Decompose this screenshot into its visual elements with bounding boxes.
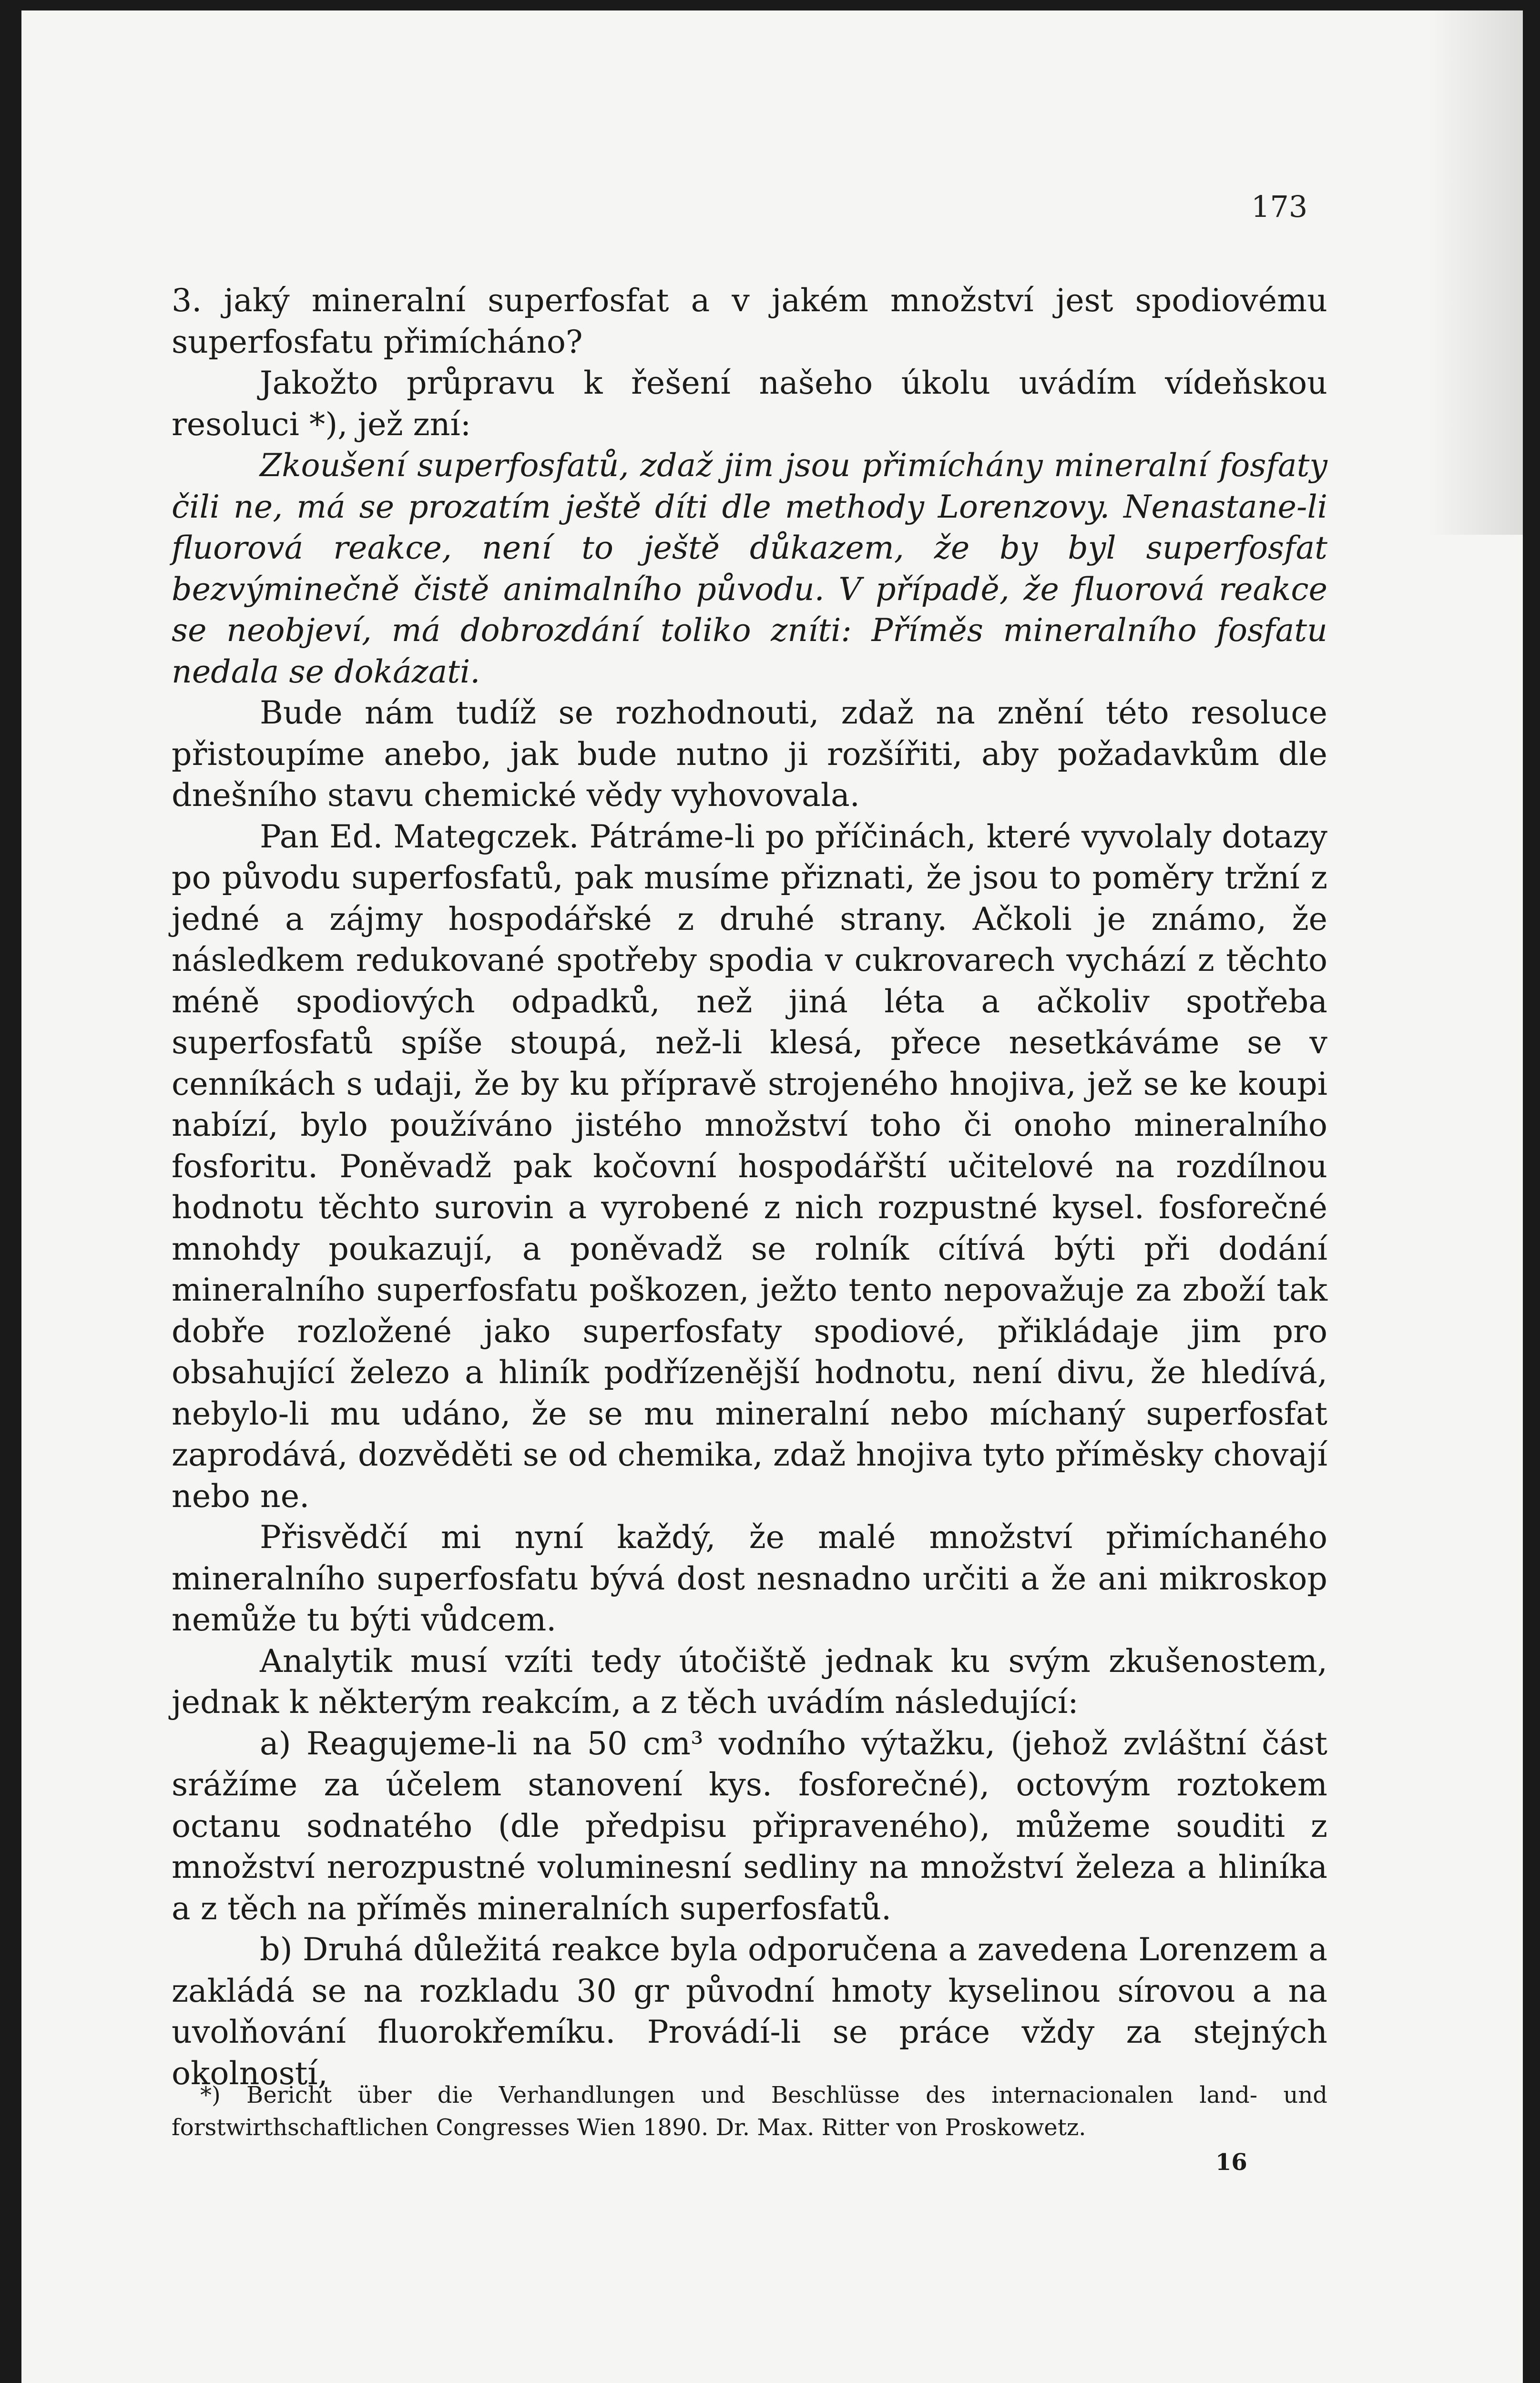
footnote <box>172 2079 1327 2144</box>
paragraph-decision: Bude nám tudíž se rozhodnouti, zdaž na znění této resoluce přistoupíme anebo, jak bude nutno ji rozšířiti, aby požadavkům dle dnešního stavu chemické vědy vyhovovala. <box>172 694 1327 814</box>
paragraph-resolution-quote: Zkoušení superfosfatů, zdaž jim jsou přimíchány mineralní fosfaty čili ne, má se prozatím ještě díti dle methody Lorenzovy. Nenastane-li fluorová reakce, není to ještě důkazem, že by byl superfosfat bezvýminečně čistě animalního původu. V případě, že fluorová reakce se neobjeví, má dobrozdání toliko zníti: Příměs mineralního fosfatu nedala se dokázati. <box>172 447 1327 690</box>
paragraph-analytik: Analytik musí vzíti tedy útočiště jednak ku svým zkušenostem, jednak k některým reakcím, a z těch uvádím následující: <box>172 1642 1327 1721</box>
page-number: 173 <box>1251 189 1308 224</box>
paragraph-question-3: 3. jaký mineralní superfosfat a v jakém množství jest spodiovému superfosfatu přimícháno? <box>172 282 1327 360</box>
paragraph-microscope: Přisvědčí mi nyní každý, že malé množství přimíchaného mineralního superfosfatu bývá dost nesnadno určiti a že ani mikroskop nemůže tu býti vůdcem. <box>172 1518 1327 1638</box>
paragraph-mategczek: Pan Ed. Mategczek. Pátráme-li po příčinách, které vyvolaly dotazy po původu superfosfatů, pak musíme přiznati, že jsou to poměry tržní z jedné a zájmy hospodářské z druhé strany. Ačkoli je známo, že následkem redukované spotřeby spodia v cukrovarech vychází z těchto méně spodiových odpadků, než jiná léta a ačkoliv spotřeba superfosfatů spíše stoupá, než-li klesá, přece nesetkáváme se v cenníkách s udaji, že by ku přípravě strojeného hnojiva, jež se ke koupi nabízí, bylo používáno jistého množství toho či onoho mineralního fosforitu. Poněvadž pak kočovní hospodářští učitelové na rozdílnou hodnotu těchto surovin a vyrobené z nich rozpustné kysel. fosforečné mnohdy poukazují, a poněvadž se rolník cítívá býti při dodání mineralního superfosfatu poškozen, ježto tento nepovažuje za zboží tak dobře rozložené jako superfosfaty spodiové, přikládaje jim pro obsahující železo a hliník podřízenější hodnotu, není divu, že hledívá, nebylo-li mu udáno, že se mu mineralní nebo míchaný superfosfat zaprodává, dozvěděti se od chemika, zdaž hnojiva tyto příměsky chovají nebo ne. <box>172 817 1327 1515</box>
page-edge-shadow <box>1428 10 1523 535</box>
paragraph-resolution-intro: Jakožto průpravu k řešení našeho úkolu uvádím vídeňskou resoluci *), jež zní: <box>172 364 1327 443</box>
paragraph-reaction-a: a) Reagujeme-li na 50 cm³ vodního výtažku, (jehož zvláštní část srážíme za účelem stanovení kys. fosforečné), octovým roztokem octanu sodnatého (dle předpisu připraveného), můžeme souditi z množství nerozpustné voluminesní sedliny na množství železa a hliníka a z těch na příměs mineralních superfosfatů. <box>172 1724 1327 1927</box>
footnote-text: *) Bericht über die Verhandlungen und Beschlüsse des internacionalen land- und forstwirthschaftlichen Congresses Wien 1890. Dr. Max. Ritter von Proskowetz. <box>172 2082 1327 2141</box>
document-page <box>21 10 1523 2383</box>
paragraph-reaction-b: b) Druhá důležitá reakce byla odporučena a zavedena Lorenzem a zakládá se na rozkladu 30 gr původní hmoty kyselinou sírovou a na uvolňování fluorokřemíku. Provádí-li se práce vždy za stejných okolností, <box>172 1931 1327 2092</box>
body-text <box>172 280 1327 2094</box>
signature-mark: 16 <box>1215 2149 1247 2176</box>
